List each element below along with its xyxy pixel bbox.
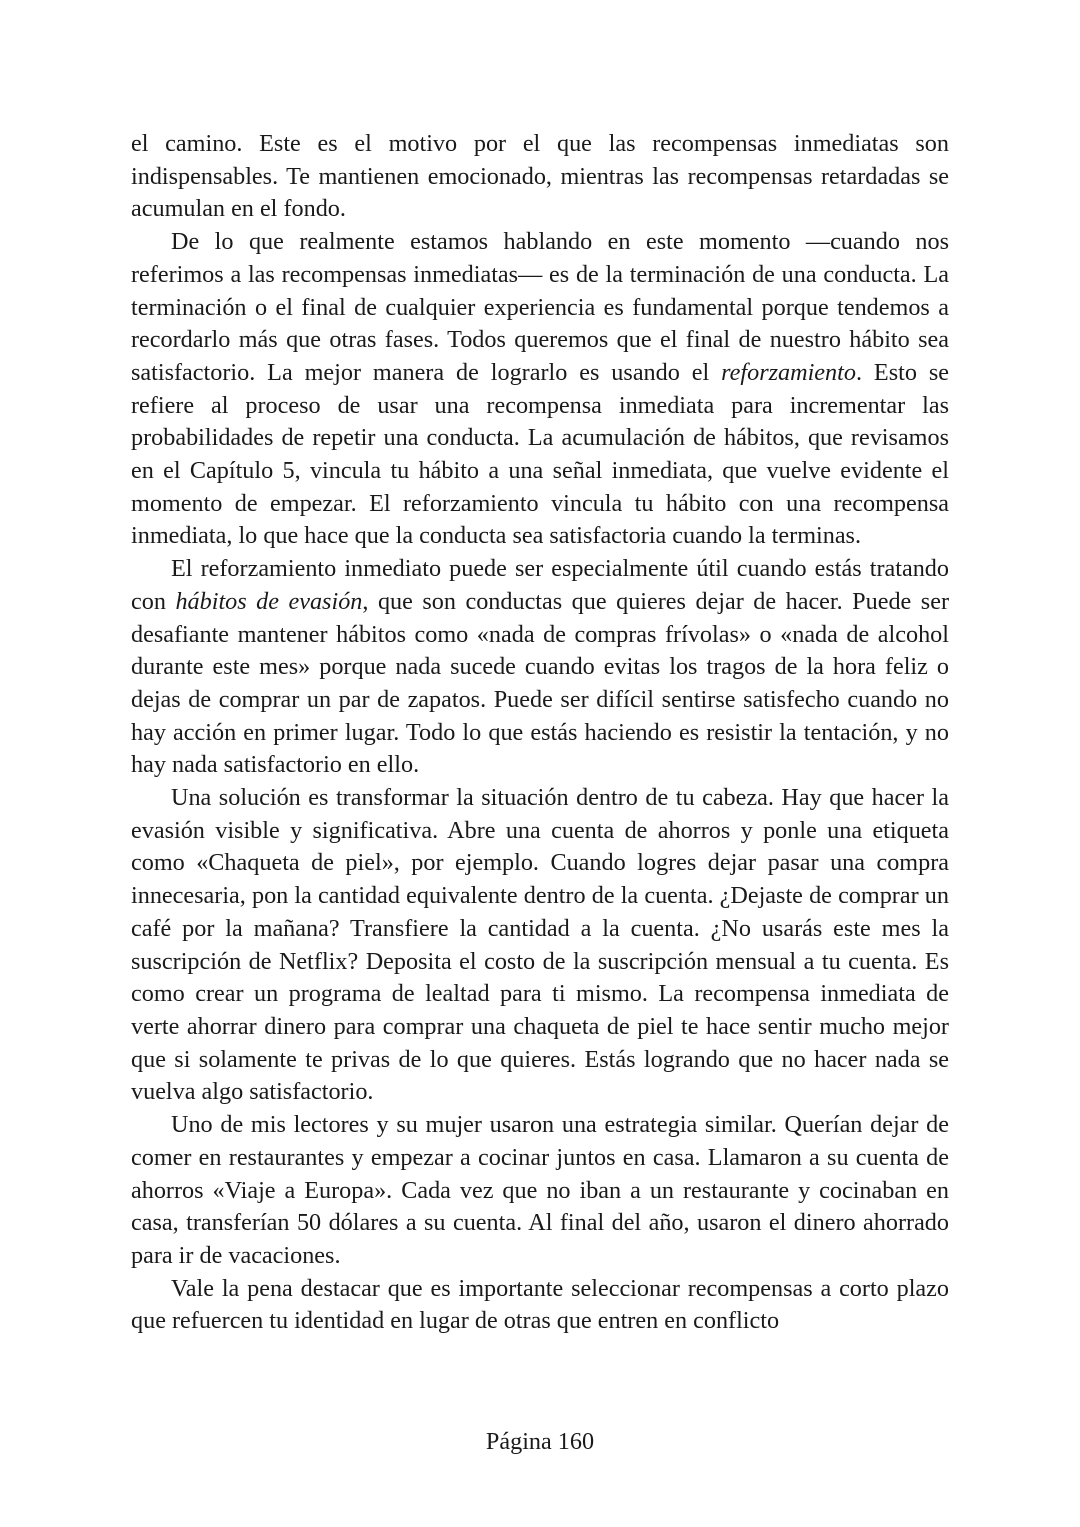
paragraph-6 [131, 1273, 949, 1338]
paragraph-5-text: Uno de mis lectores y su mujer usaron una estrategia similar. Querían dejar de comer en restaurantes y empezar a cocinar juntos en casa. Llamaron a su cuenta de ahorros «Viaje a Europa». Cada vez que no iban a un restaurante y cocinaban en casa, transferían 50 dólares a su cuenta. Al final del año, usaron el dinero ahorrado para ir de vacaciones. [131, 1111, 949, 1269]
paragraph-2-text-b: . Esto se refiere al proceso de usar una recompensa inmediata para incrementar las probabilidades de repetir una conducta. La acumulación de hábitos, que revisamos en el Capítulo 5, vincula tu hábito a una señal inmediata, que vuelve evidente el momento de empezar. El reforzamiento vincula tu hábito con una recompensa inmediata, lo que hace que la conducta sea satisfactoria cuando la terminas. [131, 358, 949, 550]
paragraph-3-text-b: , que son conductas que quieres dejar de hacer. Puede ser desafiante mantener hábitos como «nada de compras frívolas» o «nada de alcohol durante este mes» porque nada sucede cuando evitas los tragos de la hora feliz o dejas de comprar un par de zapatos. Puede ser difícil sentirse satisfecho cuando no hay acción en primer lugar. Todo lo que estás haciendo es resistir la tentación, y no hay nada satisfactorio en ello. [131, 587, 949, 779]
page-body [131, 128, 949, 1338]
paragraph-5 [131, 1109, 949, 1273]
paragraph-1 [131, 128, 949, 226]
paragraph-4 [131, 782, 949, 1109]
paragraph-1-text: el camino. Este es el motivo por el que las recompensas inmediatas son indispensables. Te mantienen emocionado, mientras las recompensas retardadas se acumulan en el fondo. [131, 130, 949, 223]
term-habitos-de-evasion: hábitos de evasión [175, 587, 363, 615]
paragraph-4-text: Una solución es transformar la situación dentro de tu cabeza. Hay que hacer la evasión visible y significativa. Abre una cuenta de ahorros y ponle una etiqueta como «Chaqueta de piel», por ejemplo. Cuando logres dejar pasar una compra innecesaria, pon la cantidad equivalente dentro de la cuenta. ¿Dejaste de comprar un café por la mañana? Transfiere la cantidad a la cuenta. ¿No usarás este mes la suscripción de Netflix? Deposita el costo de la suscripción mensual a tu cuenta. Es como crear un programa de lealtad para ti mismo. La recompensa inmediata de verte ahorrar dinero para comprar una chaqueta de piel te hace sentir mucho mejor que si solamente te privas de lo que quieres. Estás logrando que no hacer nada se vuelva algo satisfactorio. [131, 784, 949, 1106]
paragraph-2-text-a: De lo que realmente estamos hablando en este momento —cuando nos referimos a las recompensas inmediatas— es de la terminación de una conducta. La terminación o el final de cualquier experiencia es fundamental porque tendemos a recordarlo más que otras fases. Todos queremos que el final de nuestro hábito sea satisfactorio. La mejor manera de lograrlo es usando el [131, 228, 949, 386]
paragraph-6-text: Vale la pena destacar que es importante seleccionar recompensas a corto plazo que refuercen tu identidad en lugar de otras que entren en conflicto [131, 1274, 949, 1335]
paragraph-2 [131, 226, 949, 553]
page-number: Página 160 [485, 1428, 595, 1455]
paragraph-3-text-a: El reforzamiento inmediato puede ser especialmente útil cuando estás tratando con [131, 555, 949, 615]
term-reforzamiento: reforzamiento [721, 358, 856, 386]
paragraph-3 [131, 553, 949, 782]
